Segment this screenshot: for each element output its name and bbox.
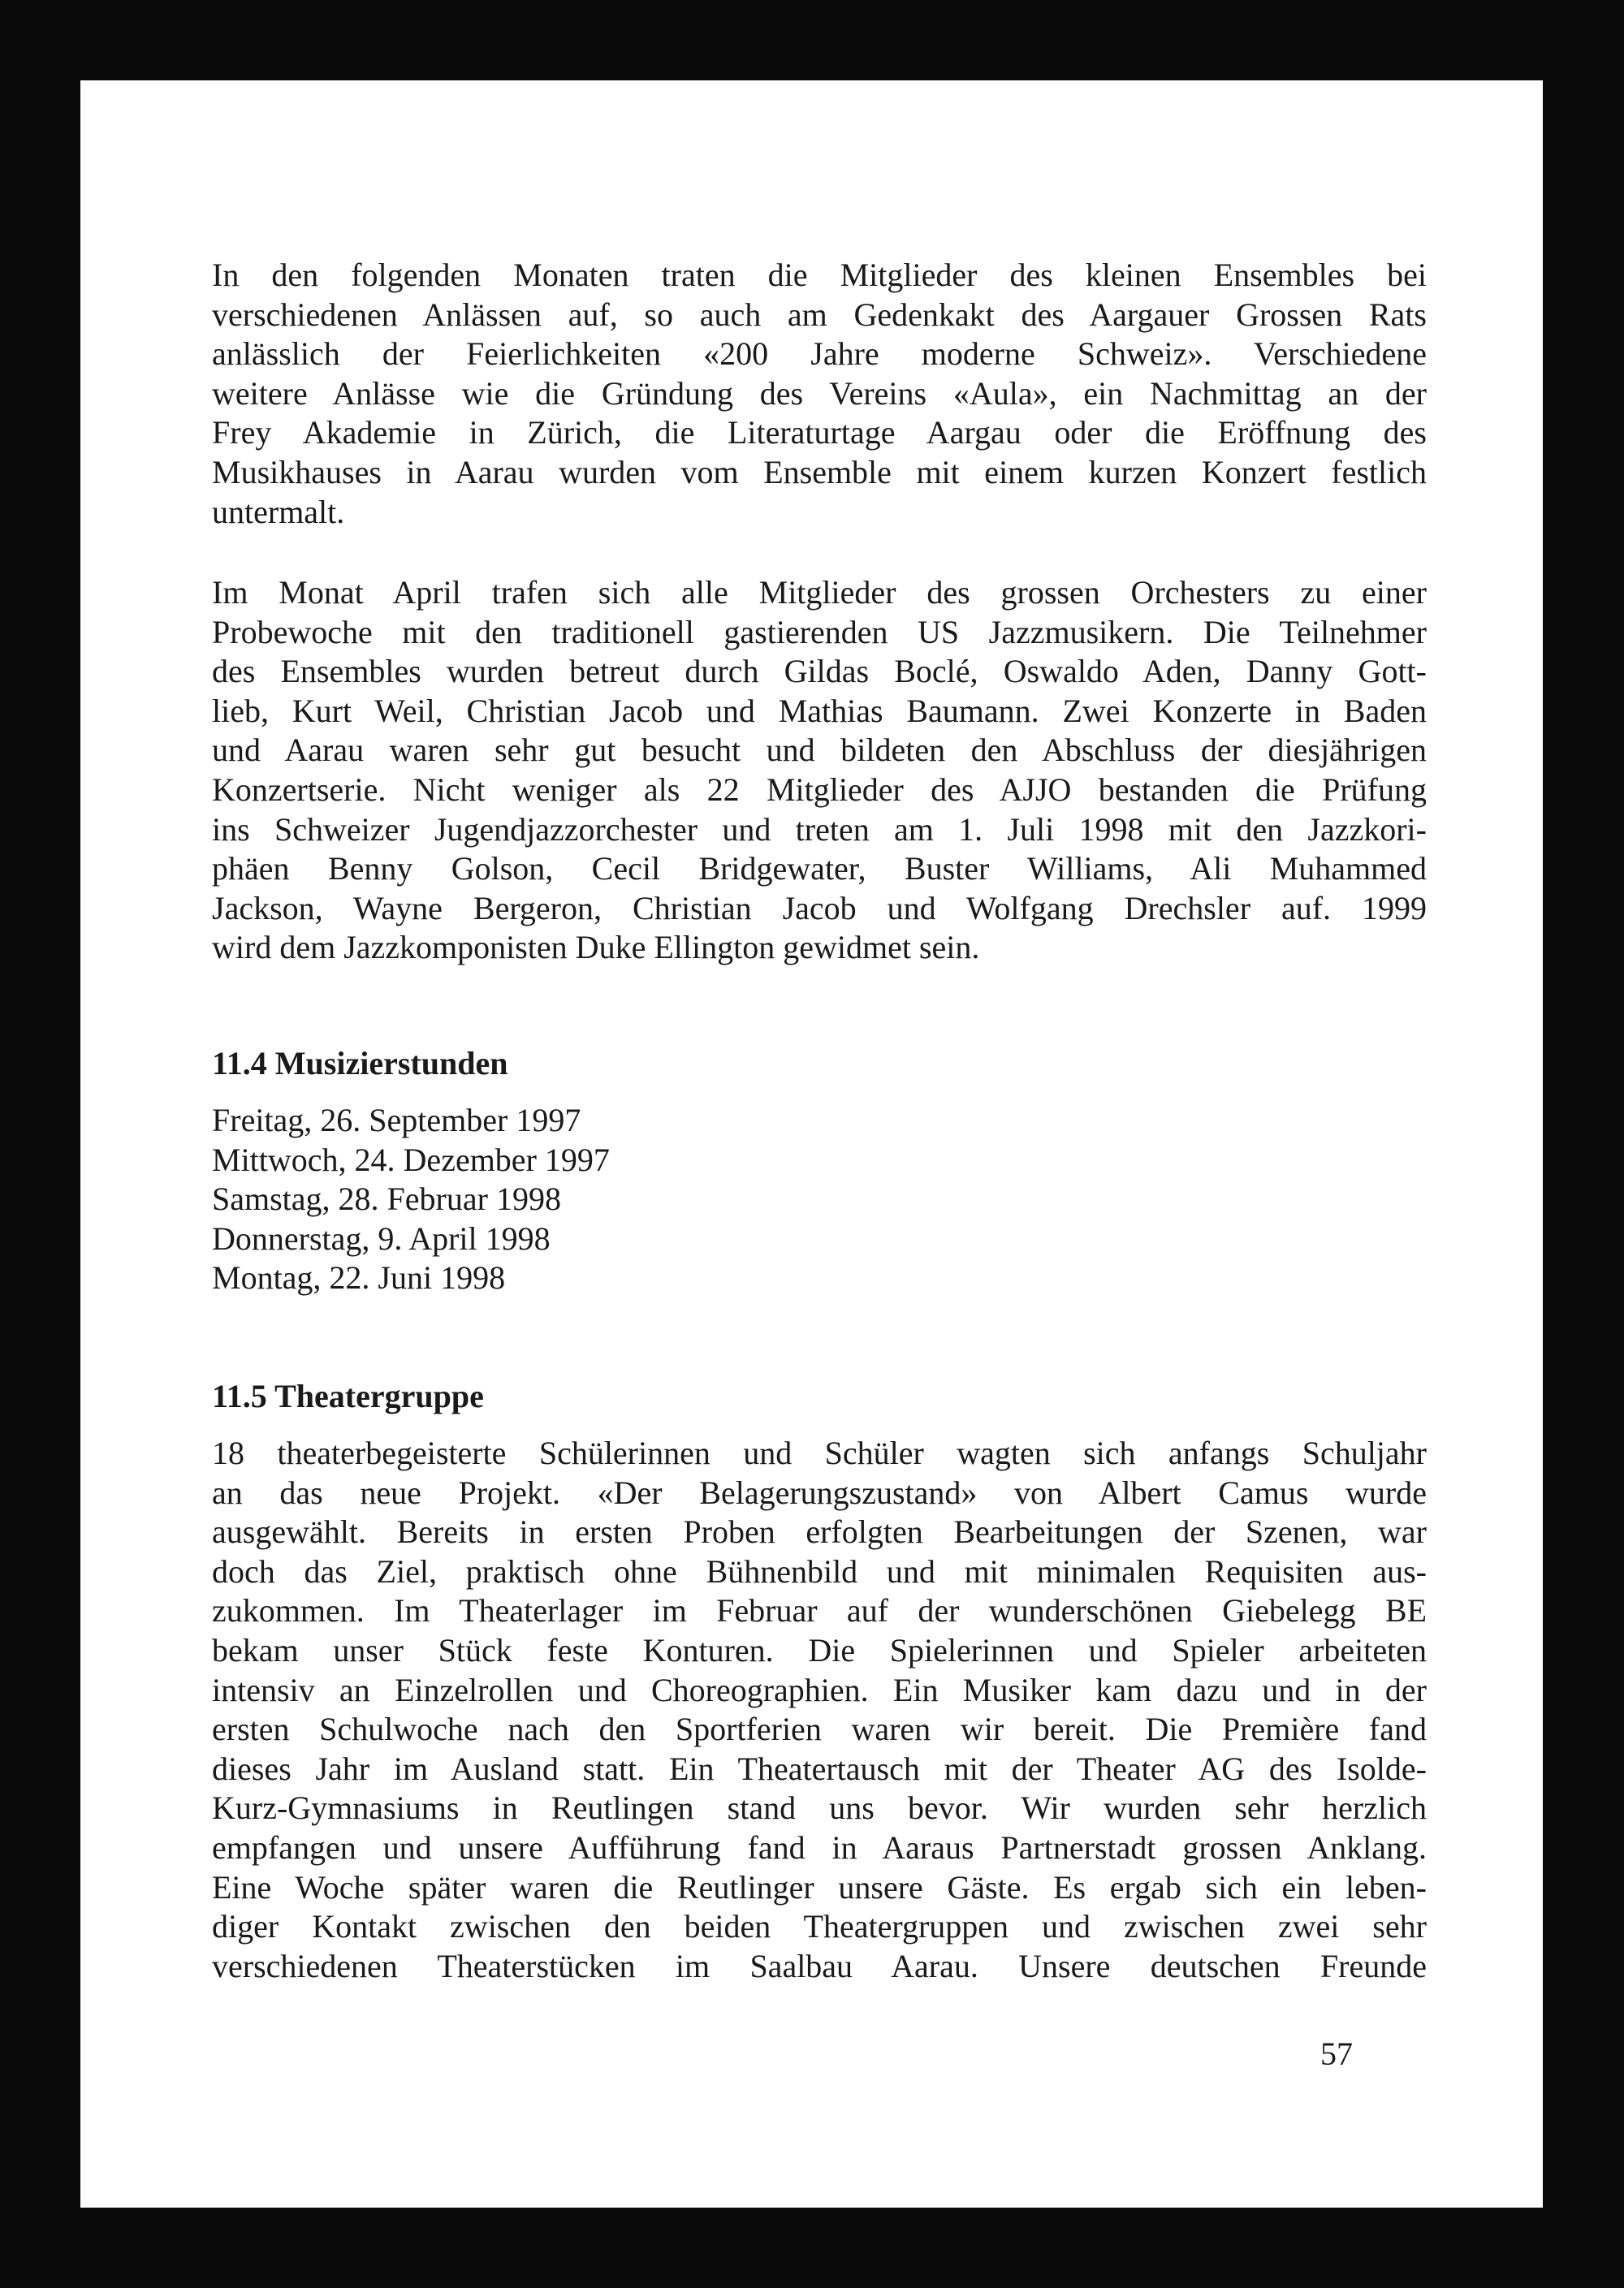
text-line: ausgewählt. Bereits in ersten Proben erfolgten Bearbeitungen der Szenen, war <box>212 1513 1427 1551</box>
date-item: Samstag, 28. Februar 1998 <box>212 1181 561 1218</box>
text-line: phäen Benny Golson, Cecil Bridgewater, Buster Williams, Ali Muhammed <box>212 850 1427 887</box>
text-line: weitere Anlässe wie die Gründung des Vereins «Aula», ein Nachmittag an der <box>212 374 1427 412</box>
date-item: Donnerstag, 9. April 1998 <box>212 1220 551 1257</box>
date-item: Montag, 22. Juni 1998 <box>212 1259 506 1297</box>
text-line: Jackson, Wayne Bergeron, Christian Jacob und Wolfgang Drechsler auf. 1999 <box>212 889 1427 926</box>
text-line: diger Kontakt zwischen den beiden Theatergruppen und zwischen zwei sehr <box>212 1908 1427 1945</box>
text-line: bekam unser Stück feste Konturen. Die Spielerinnen und Spieler arbeiteten <box>212 1631 1427 1669</box>
text-line: anlässlich der Feierlichkeiten «200 Jahre moderne Schweiz». Verschiedene <box>212 335 1427 373</box>
text-line: an das neue Projekt. «Der Belagerungszustand» von Albert Camus wurde <box>212 1474 1427 1511</box>
text-line: verschiedenen Theaterstücken im Saalbau Aarau. Unsere deutschen Freunde <box>212 1947 1427 1984</box>
paragraph-ensemble <box>212 256 1427 532</box>
document-page <box>80 80 1543 2208</box>
text-line: Frey Akademie in Zürich, die Literaturtage Aargau oder die Eröffnung des <box>212 414 1427 451</box>
paragraph-theatergruppe <box>212 1434 1427 1986</box>
date-item: Mittwoch, 24. Dezember 1997 <box>212 1141 610 1178</box>
text-line: ins Schweizer Jugendjazzorchester und treten am 1. Juli 1998 mit den Jazzkori- <box>212 810 1427 848</box>
text-line: Konzertserie. Nicht weniger als 22 Mitglieder des AJJO bestanden die Prüfung <box>212 771 1427 808</box>
text-line: wird dem Jazzkomponisten Duke Ellington gewidmet sein. <box>212 929 980 966</box>
text-line: ersten Schulwoche nach den Sportferien waren wir bereit. Die Première fand <box>212 1711 1427 1748</box>
text-line: zukommen. Im Theaterlager im Februar auf der wunderschönen Giebelegg BE <box>212 1592 1427 1630</box>
paragraph-probewoche <box>212 573 1427 968</box>
text-line: und Aarau waren sehr gut besucht und bildeten den Abschluss der diesjährigen <box>212 732 1427 769</box>
musizierstunden-dates-list <box>212 1101 1427 1298</box>
text-line: Eine Woche später waren die Reutlinger unsere Gäste. Es ergab sich ein leben- <box>212 1868 1427 1906</box>
text-line: Musikhauses in Aarau wurden vom Ensemble mit einem kurzen Konzert festlich <box>212 453 1427 490</box>
text-line: verschiedenen Anlässen auf, so auch am Gedenkakt des Aargauer Grossen Rats <box>212 296 1427 333</box>
text-line: des Ensembles wurden betreut durch Gildas Boclé, Oswaldo Aden, Danny Gott- <box>212 653 1427 690</box>
text-line: dieses Jahr im Ausland statt. Ein Theatertausch mit der Theater AG des Isolde- <box>212 1750 1427 1787</box>
text-line: empfangen und unsere Aufführung fand in Aaraus Partnerstadt grossen Anklang. <box>212 1828 1427 1866</box>
text-line: In den folgenden Monaten traten die Mitglieder des kleinen Ensembles bei <box>212 257 1427 293</box>
date-item: Freitag, 26. September 1997 <box>212 1102 581 1138</box>
text-line: Probewoche mit den traditionell gastierenden US Jazzmusikern. Die Teilnehmer <box>212 613 1427 650</box>
text-line: doch das Ziel, praktisch ohne Bühnenbild und mit minimalen Requisiten aus- <box>212 1552 1427 1590</box>
text-line: Im Monat April trafen sich alle Mitglieder des grossen Orchesters zu einer <box>212 574 1427 611</box>
text-line: untermalt. <box>212 493 345 530</box>
page-number: 57 <box>1320 2035 1353 2072</box>
text-line: intensiv an Einzelrollen und Choreographien. Ein Musiker kam dazu und in der <box>212 1671 1427 1708</box>
section-heading-theatergruppe: 11.5 Theatergruppe <box>212 1378 484 1414</box>
text-line: Kurz-Gymnasiums in Reutlingen stand uns bevor. Wir wurden sehr herzlich <box>212 1789 1427 1827</box>
text-line: lieb, Kurt Weil, Christian Jacob und Mathias Baumann. Zwei Konzerte in Baden <box>212 692 1427 729</box>
text-line: 18 theaterbegeisterte Schülerinnen und Schüler wagten sich anfangs Schuljahr <box>212 1435 1427 1471</box>
section-heading-musizierstunden: 11.4 Musizierstunden <box>212 1045 508 1081</box>
